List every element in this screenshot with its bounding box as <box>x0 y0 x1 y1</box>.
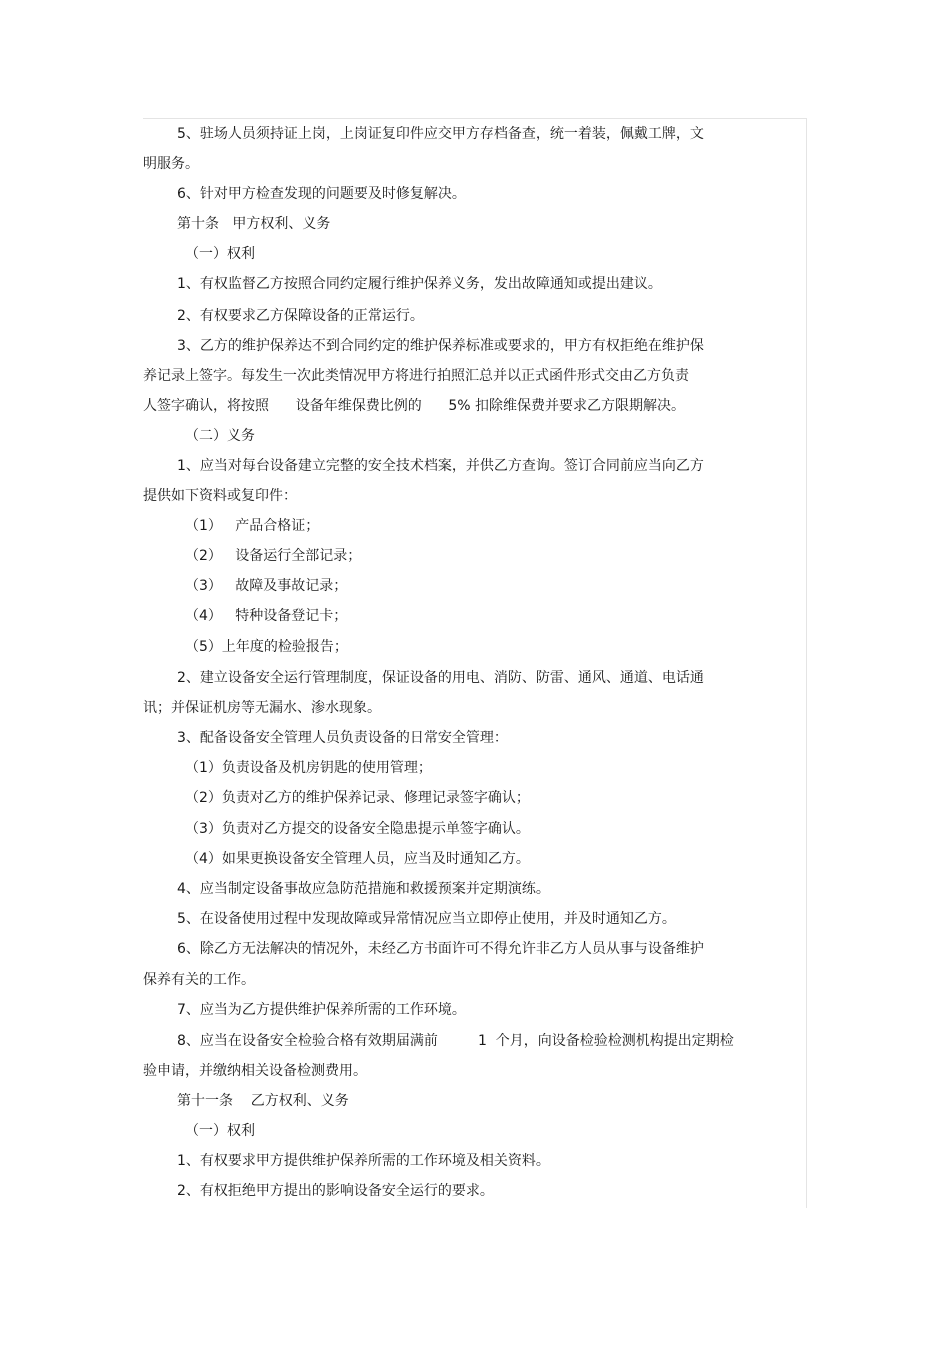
text-line: 4、应当制定设备事故应急防范措施和救援预案并定期演练。 <box>177 881 550 897</box>
text-line: 2、有权拒绝甲方提出的影响设备安全运行的要求。 <box>177 1183 494 1199</box>
text-line: 2、建立设备安全运行管理制度，保证设备的用电、消防、防雷、通风、通道、电话通 <box>177 670 704 686</box>
text-line: 验申请，并缴纳相关设备检测费用。 <box>143 1063 367 1079</box>
section-heading: 第十条 甲方权利、义务 <box>177 216 331 232</box>
text-line: 养记录上签字。每发生一次此类情况甲方将进行拍照汇总并以正式函件形式交由乙方负责 <box>143 368 689 384</box>
list-item: （4）如果更换设备安全管理人员，应当及时通知乙方。 <box>185 851 530 867</box>
list-item: （1） 产品合格证； <box>185 518 320 534</box>
text-line: 8、应当在设备安全检验合格有效期届满前 1 个月，向设备检验检测机构提出定期检 <box>177 1033 734 1049</box>
text-line: 保养有关的工作。 <box>143 972 255 988</box>
list-item: （5）上年度的检验报告； <box>185 639 348 655</box>
text-line: 3、配备设备安全管理人员负责设备的日常安全管理： <box>177 730 508 746</box>
list-item: （1）负责设备及机房钥匙的使用管理； <box>185 760 432 776</box>
text-line: 6、除乙方无法解决的情况外，未经乙方书面许可不得允许非乙方人员从事与设备维护 <box>177 941 704 957</box>
list-item: （4） 特种设备登记卡； <box>185 608 348 624</box>
text-line: 提供如下资料或复印件： <box>143 488 297 504</box>
text-line: 讯；并保证机房等无漏水、渗水现象。 <box>143 700 381 716</box>
subsection-heading: （二）义务 <box>185 428 255 444</box>
subsection-heading: （一）权利 <box>185 246 255 262</box>
text-line: 7、应当为乙方提供维护保养所需的工作环境。 <box>177 1002 466 1018</box>
text-line: 5、驻场人员须持证上岗，上岗证复印件应交甲方存档备查，统一着装，佩戴工牌，文 <box>177 126 704 142</box>
text-line: 3、乙方的维护保养达不到合同约定的维护保养标准或要求的，甲方有权拒绝在维护保 <box>177 338 704 354</box>
list-item: （2） 设备运行全部记录； <box>185 548 362 564</box>
subsection-heading: （一）权利 <box>185 1123 255 1139</box>
text-line: 1、应当对每台设备建立完整的安全技术档案，并供乙方查询。签订合同前应当向乙方 <box>177 458 704 474</box>
text-line: 6、针对甲方检查发现的问题要及时修复解决。 <box>177 186 466 202</box>
list-item: （3）负责对乙方提交的设备安全隐患提示单签字确认。 <box>185 821 530 837</box>
text-line: 1、有权监督乙方按照合同约定履行维护保养义务，发出故障通知或提出建议。 <box>177 276 662 292</box>
text-line: 明服务。 <box>143 156 199 172</box>
text-line: 5、在设备使用过程中发现故障或异常情况应当立即停止使用，并及时通知乙方。 <box>177 911 676 927</box>
list-item: （2）负责对乙方的维护保养记录、修理记录签字确认； <box>185 790 530 806</box>
list-item: （3） 故障及事故记录； <box>185 578 348 594</box>
section-heading: 第十一条 乙方权利、义务 <box>177 1093 349 1109</box>
text-line: 1、有权要求甲方提供维护保养所需的工作环境及相关资料。 <box>177 1153 550 1169</box>
text-line: 人签字确认，将按照 设备年维保费比例的 5% 扣除维保费并要求乙方限期解决。 <box>143 398 686 414</box>
text-line: 2、有权要求乙方保障设备的正常运行。 <box>177 308 424 324</box>
